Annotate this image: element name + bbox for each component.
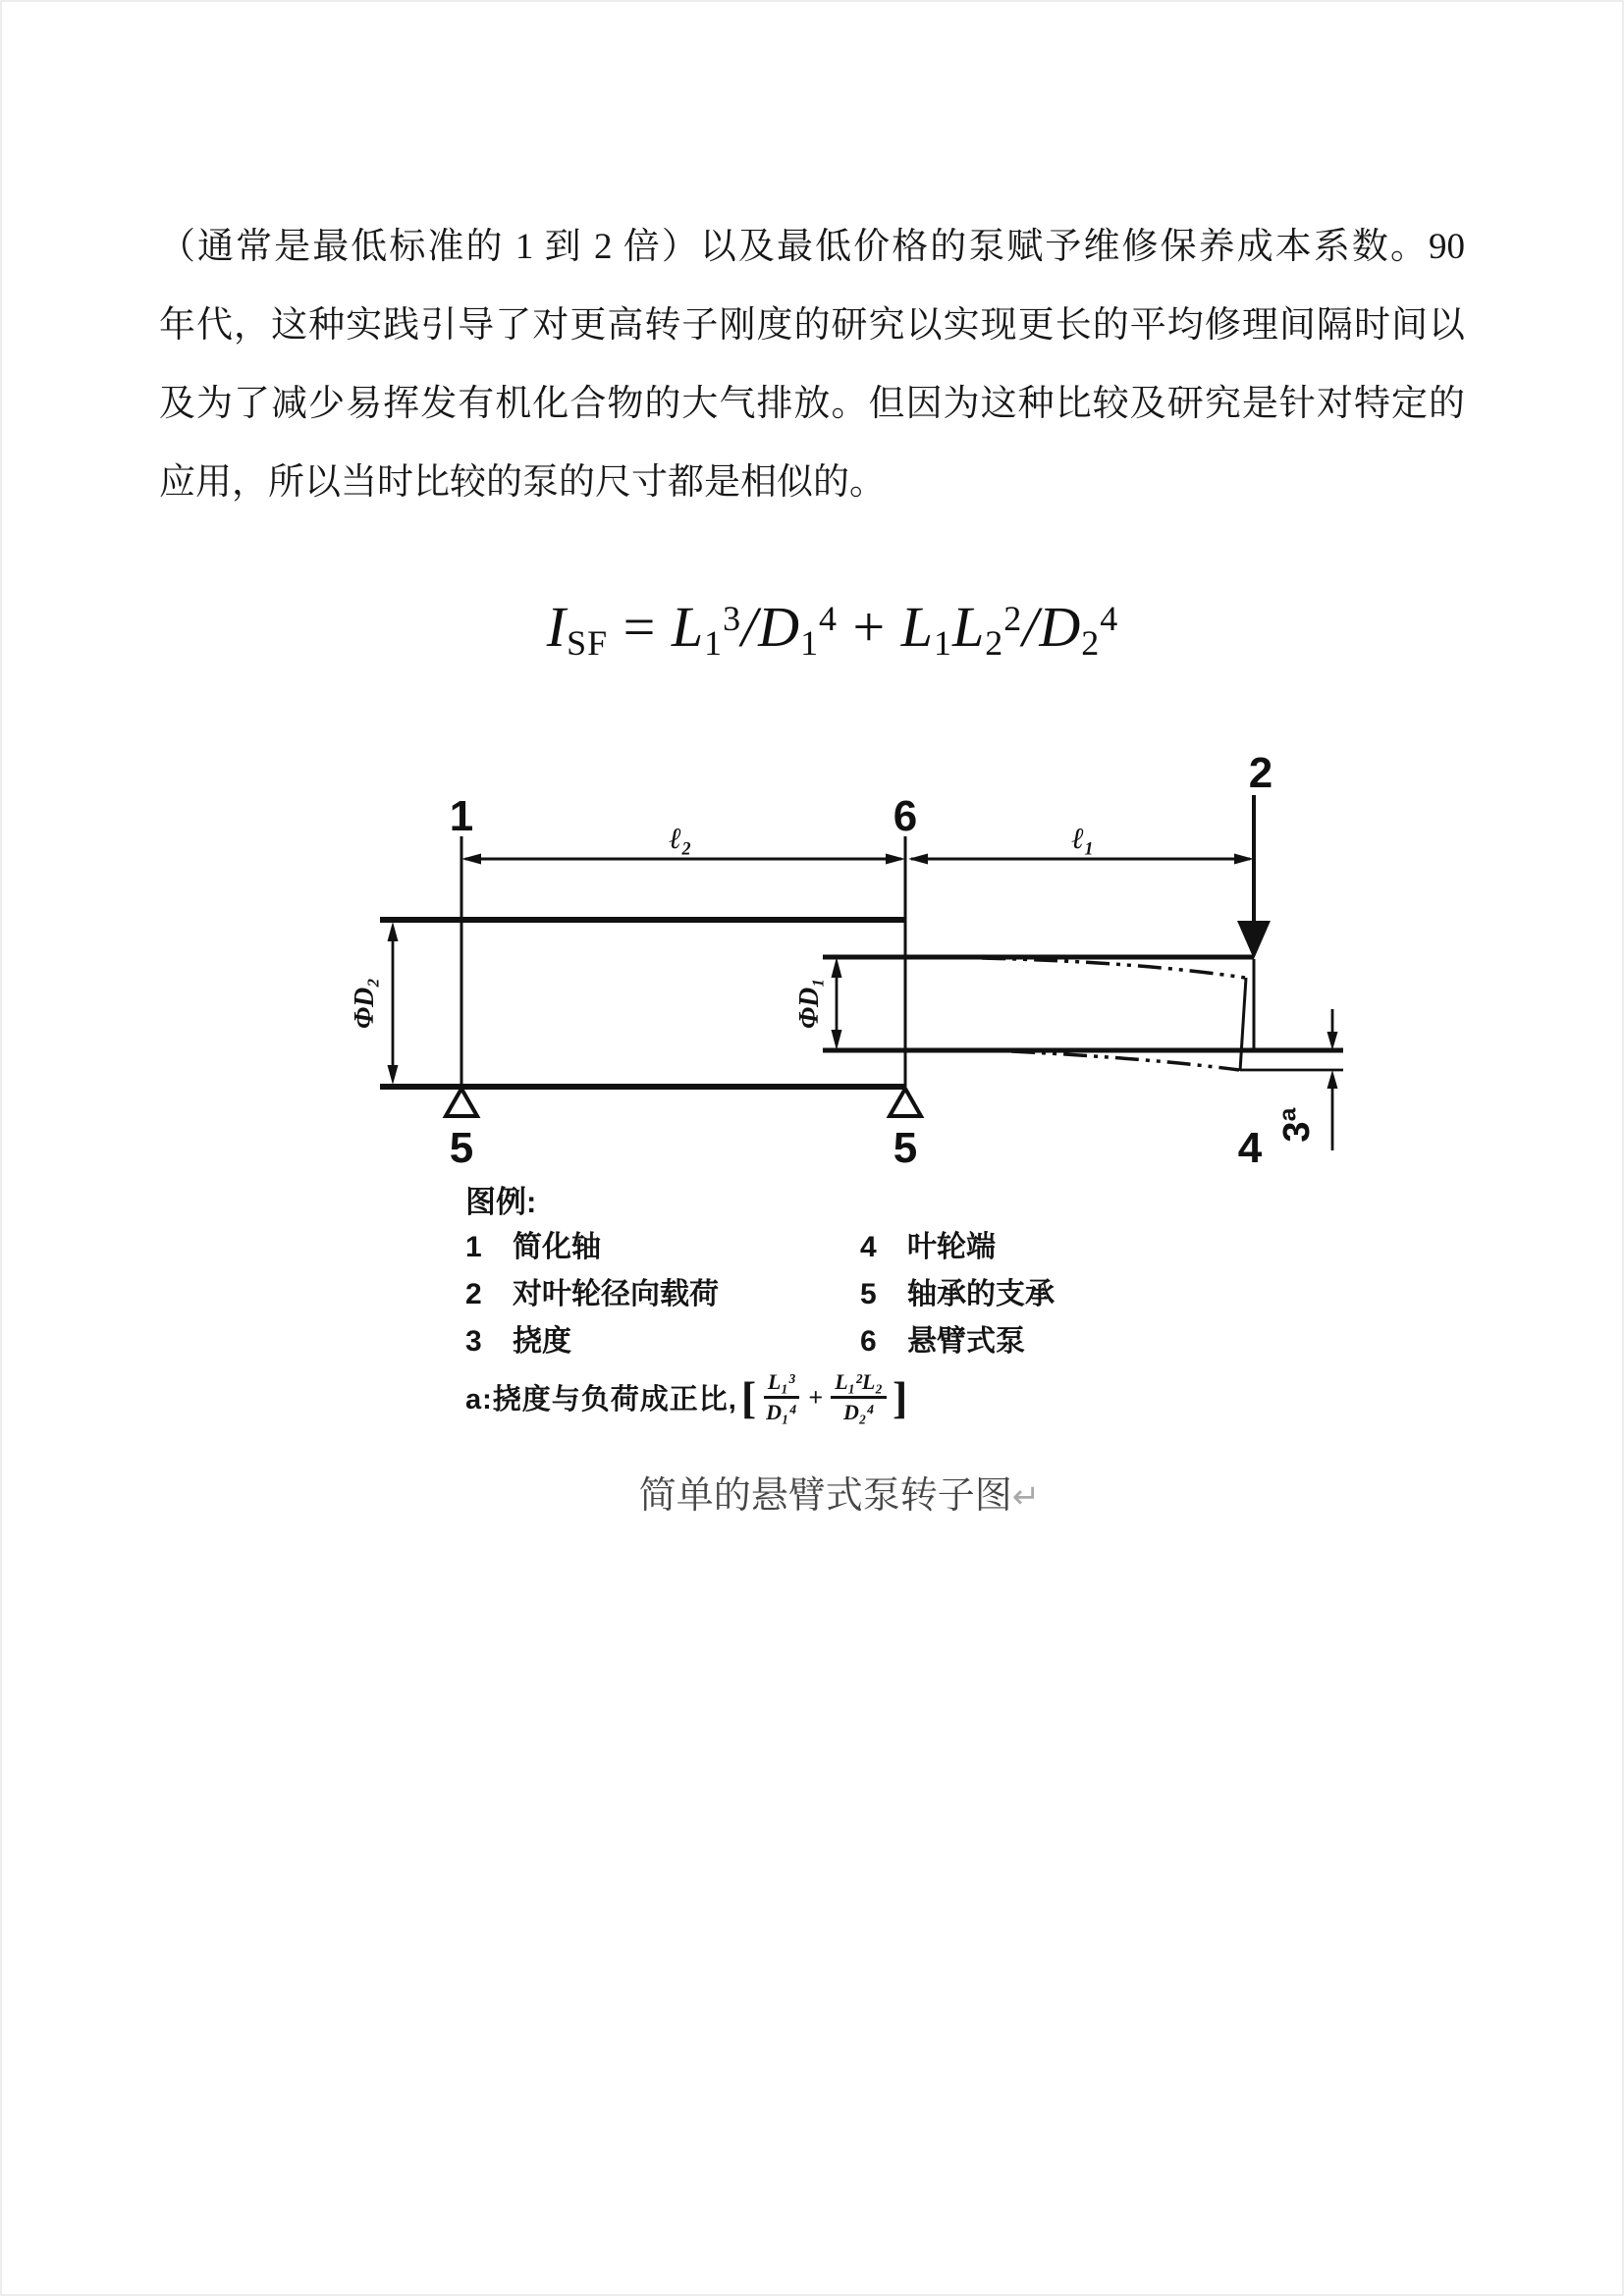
legend-footnote <box>465 1369 911 1425</box>
diagram-legend <box>465 1186 1172 1359</box>
formula-part: 2 <box>985 623 1004 664</box>
formula-part: / <box>741 595 759 660</box>
footnote-plus-sign: + <box>808 1382 824 1412</box>
formula-part: L <box>900 595 935 660</box>
paragraph-line: 年代，这种实践引导了对更高转子刚度的研究以实现更长的平均修理间隔时间以 <box>159 305 1465 346</box>
paragraph-line: 及为了减少易挥发有机化合物的大气排放。但因为这种比较及研究是针对特定的 <box>159 384 1465 424</box>
small-shaft-outline <box>823 957 1343 1050</box>
paragraph-line: 应用，所以当时比较的泵的尺寸都是相似的。 <box>159 462 886 503</box>
dimension-deflection <box>1327 1009 1338 1150</box>
label-point-4: 4 <box>1237 1124 1263 1172</box>
formula-part: 1 <box>704 623 724 664</box>
legend-title: 图例: <box>465 1185 537 1219</box>
formula-part: 1 <box>800 623 820 664</box>
dimension-phi-d2 <box>388 922 399 1085</box>
fraction-numerator: L₁³ <box>764 1369 799 1399</box>
deflected-shaft-lines <box>982 958 1343 1071</box>
legend-item-2 <box>465 1278 860 1311</box>
formula-part: I <box>546 595 568 660</box>
legend-item-1 <box>465 1231 860 1264</box>
label-dia-d1: ΦD₁ <box>794 977 825 1030</box>
formula-part: L <box>671 595 705 660</box>
label-length-l2: ℓ₂ <box>669 823 692 855</box>
label-point-5-right: 5 <box>893 1124 918 1172</box>
caption-text: 简单的悬臂式泵转子图 <box>638 1475 1012 1517</box>
legend-grid <box>465 1231 1172 1359</box>
dimension-l2 <box>461 854 905 865</box>
formula-part: SF <box>567 623 609 664</box>
fraction-denominator: D₁⁴ <box>766 1400 797 1424</box>
legend-item-label: 挠度 <box>513 1325 571 1358</box>
formula-part: 2 <box>1003 599 1023 638</box>
legend-item-number: 5 <box>860 1278 877 1310</box>
footnote-fraction-1 <box>762 1369 800 1425</box>
legend-item-6 <box>860 1325 1172 1359</box>
formula-part: / <box>1022 595 1040 660</box>
legend-item-label: 对叶轮径向载荷 <box>513 1278 719 1310</box>
legend-item-number: 3 <box>465 1325 482 1358</box>
legend-item-label: 轴承的支承 <box>907 1278 1055 1310</box>
formula-part: 4 <box>1100 599 1119 638</box>
formula-part: 1 <box>934 623 952 664</box>
legend-item-5 <box>860 1278 1172 1311</box>
formula-part: D <box>758 595 801 660</box>
label-point-6: 6 <box>893 792 918 840</box>
fraction-numerator: L₁²L₂ <box>831 1369 887 1399</box>
dimension-l1 <box>908 854 1254 865</box>
formula-part: 3 <box>723 599 742 638</box>
label-point-1: 1 <box>449 792 474 840</box>
legend-item-label: 叶轮端 <box>907 1231 996 1263</box>
figure-caption <box>0 1470 1624 1522</box>
formula-part: + <box>838 595 901 660</box>
legend-item-number: 6 <box>860 1325 877 1358</box>
formula-part: 2 <box>1081 623 1101 664</box>
legend-item-3 <box>465 1325 860 1359</box>
label-dia-d2: ΦD₂ <box>350 977 380 1030</box>
label-length-l1: ℓ₁ <box>1071 823 1095 855</box>
legend-item-label: 悬臂式泵 <box>907 1325 1025 1358</box>
load-arrow-icon <box>1237 795 1271 959</box>
formula-part: D <box>1039 595 1082 660</box>
footnote-text: a:挠度与负荷成正比, <box>465 1384 737 1415</box>
label-point-5-left: 5 <box>449 1124 474 1172</box>
formula-part: = <box>608 595 672 660</box>
legend-item-4 <box>860 1231 1172 1264</box>
footnote-right-bracket: ] <box>893 1372 908 1422</box>
legend-item-number: 4 <box>860 1231 877 1263</box>
footnote-left-bracket: [ <box>740 1372 757 1422</box>
dimension-phi-d1 <box>832 957 842 1050</box>
footnote-fraction-2 <box>831 1369 887 1425</box>
paragraph-return-mark: ↵ <box>1011 1477 1041 1517</box>
large-shaft-outline <box>380 920 905 1087</box>
formula-part: L <box>952 595 986 660</box>
formula-part: 4 <box>819 599 839 638</box>
legend-item-number: 1 <box>465 1231 482 1263</box>
fraction-denominator: D₂⁴ <box>843 1400 875 1424</box>
legend-item-number: 2 <box>465 1278 482 1310</box>
label-point-2: 2 <box>1248 749 1273 797</box>
label-deflection-3a: 3ª <box>1276 1107 1318 1143</box>
paragraph-line: （通常是最低标准的 1 到 2 倍）以及最低价格的泵赋予维修保养成本系数。90 <box>159 227 1465 267</box>
support-triangle-icon <box>446 1089 921 1116</box>
legend-item-label: 简化轴 <box>513 1231 601 1263</box>
